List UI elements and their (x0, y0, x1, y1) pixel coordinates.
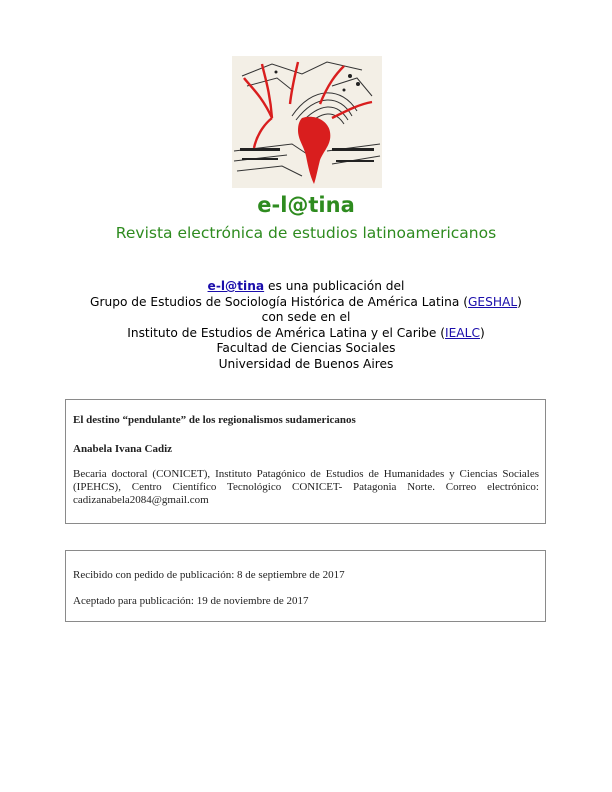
logo-hand-map-illustration (232, 56, 382, 188)
dates-box (65, 550, 546, 622)
paren-close: ) (517, 294, 522, 309)
author-affiliation (73, 468, 539, 507)
publication-line-1 (0, 279, 612, 295)
publication-line-3: con sede en el (261, 310, 351, 325)
publication-info (0, 279, 612, 373)
publication-line-6: Universidad de Buenos Aires (218, 356, 394, 371)
publication-line-1-text: es una publicación del (264, 279, 405, 293)
received-date: Recibido con pedido de publicación: 8 de septiembre de 2017 (73, 569, 345, 581)
iealc-link[interactable]: IEALC (445, 325, 480, 340)
affiliation-line-1: Becaria doctoral (CONICET), Instituto Patagónico de Estudios de Humanidades y Ciencias Sociales (73, 468, 539, 480)
accepted-date: Aceptado para publicación: 19 de noviembre de 2017 (73, 595, 309, 607)
journal-title: e-l@tina (257, 193, 355, 217)
geshal-link[interactable]: GESHAL (467, 294, 518, 309)
group-name-text: Grupo de Estudios de Sociología Histórica de América Latina ( (90, 294, 468, 309)
publication-line-2 (0, 295, 612, 311)
article-author: Anabela Ivana Cadiz (73, 443, 173, 455)
article-title: El destino “pendulante” de los regionalismos sudamericanos (73, 414, 356, 426)
paren-close: ) (479, 325, 485, 340)
author-email: cadizanabela2084@gmail.com (73, 494, 209, 506)
institute-name-text: Instituto de Estudios de América Latina y el Caribe ( (127, 325, 446, 340)
publication-line-4 (0, 326, 612, 342)
affiliation-line-2: (IPEHCS), Centro Científico Tecnológico CONICET- Patagonia Norte. Correo electrónico: (73, 481, 539, 493)
journal-subtitle: Revista electrónica de estudios latinoamericanos (115, 224, 497, 242)
article-info-box (65, 399, 546, 524)
journal-home-link[interactable]: e-l@tina (207, 279, 265, 293)
journal-logo (232, 56, 382, 188)
publication-line-5: Facultad de Ciencias Sociales (216, 341, 396, 356)
